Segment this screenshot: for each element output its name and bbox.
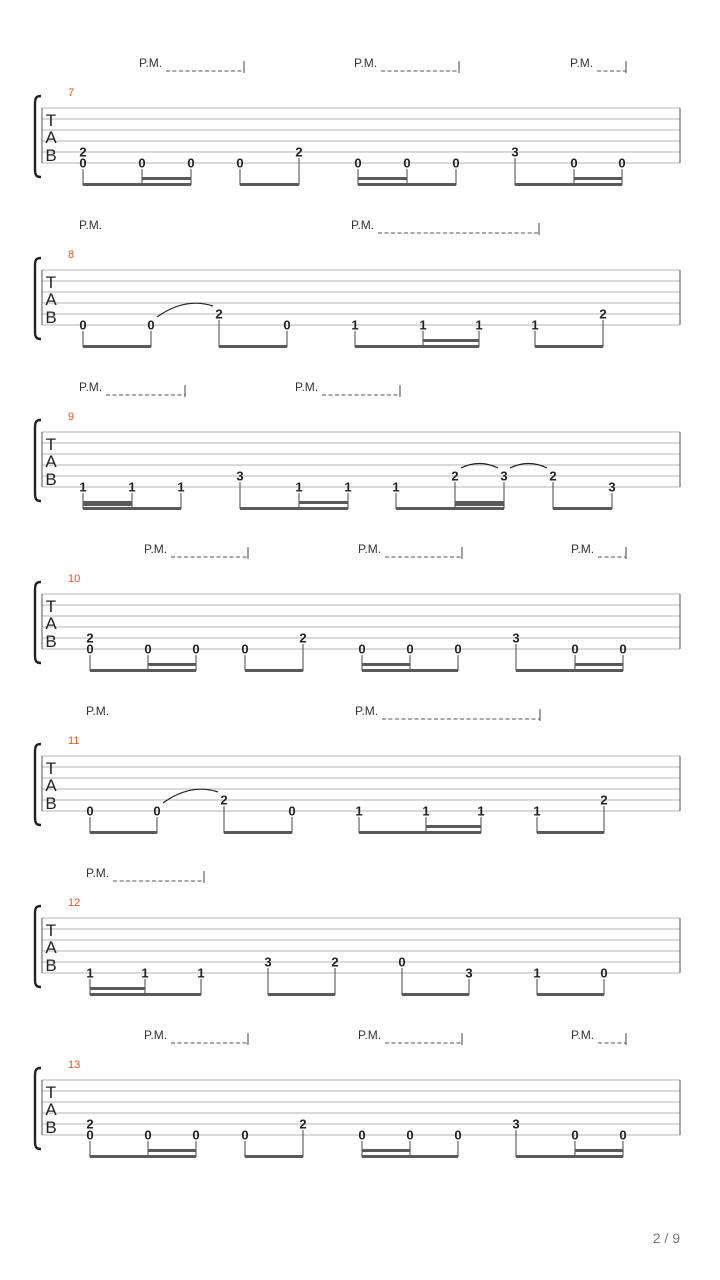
fret-number: 0: [358, 1127, 366, 1143]
beam: [240, 183, 299, 186]
system-bracket: [35, 744, 41, 825]
sub-beam: [362, 663, 410, 666]
sub-beam: [83, 504, 132, 506]
fret-number: 1: [295, 479, 303, 495]
tab-system-7: [35, 56, 680, 186]
fret-number: 0: [147, 317, 155, 333]
measure-number: 8: [68, 249, 75, 261]
beam: [553, 507, 612, 510]
palm-mute-label: P.M.: [358, 1028, 382, 1042]
beam: [515, 183, 622, 186]
sub-beam: [423, 339, 479, 342]
fret-number: 2: [79, 144, 87, 160]
fret-number: 0: [86, 1127, 94, 1143]
fret-number: 1: [351, 317, 359, 333]
fret-number: 0: [241, 641, 249, 657]
beam: [83, 183, 191, 186]
beam: [224, 831, 292, 834]
tab-letter-b: B: [45, 308, 57, 327]
fret-number: 0: [187, 155, 195, 171]
beam: [537, 831, 604, 834]
fret-number: 2: [451, 468, 459, 484]
tab-letter-t: T: [45, 111, 57, 130]
beam: [83, 345, 151, 348]
measure-number: 10: [68, 573, 81, 585]
fret-number: 0: [241, 1127, 249, 1143]
palm-mute-label: P.M.: [351, 218, 375, 232]
tie-arc: [510, 464, 547, 469]
fret-number: 1: [355, 803, 363, 819]
fret-number: 0: [454, 1127, 462, 1143]
beam: [359, 831, 481, 834]
beam: [240, 507, 348, 510]
sub-beam: [299, 501, 348, 504]
beam: [90, 831, 157, 834]
page-number: 2 / 9: [652, 1230, 680, 1246]
tab-system-13: [35, 1028, 680, 1158]
fret-number: 0: [144, 1127, 152, 1143]
tab-letter-a: A: [45, 938, 57, 957]
beam: [402, 993, 469, 996]
fret-number: 0: [79, 155, 87, 171]
fret-number: 3: [608, 479, 616, 495]
sub-beam: [83, 501, 132, 504]
tab-system-9: [35, 380, 680, 510]
fret-number: 1: [531, 317, 539, 333]
fret-number: 1: [79, 479, 87, 495]
tab-letter-t: T: [45, 1083, 57, 1102]
tie-arc: [157, 303, 213, 317]
fret-number: 2: [215, 306, 223, 322]
tab-letter-b: B: [45, 632, 57, 651]
fret-number: 1: [533, 965, 541, 981]
fret-number: 2: [220, 792, 228, 808]
system-bracket: [35, 1068, 41, 1149]
palm-mute-label: P.M.: [355, 704, 379, 718]
tab-letter-a: A: [45, 1100, 57, 1119]
fret-number: 1: [419, 317, 427, 333]
tab-letter-a: A: [45, 452, 57, 471]
tab-system-11: [35, 704, 680, 834]
fret-number: 0: [192, 641, 200, 657]
beam: [358, 183, 456, 186]
fret-number: 1: [128, 479, 136, 495]
fret-number: 2: [295, 144, 303, 160]
palm-mute-label: P.M.: [570, 56, 594, 70]
measure-number: 9: [68, 411, 75, 423]
fret-number: 3: [512, 1116, 520, 1132]
tab-system-10: [35, 542, 680, 672]
system-bracket: [35, 96, 41, 177]
fret-number: 0: [358, 641, 366, 657]
fret-number: 0: [144, 641, 152, 657]
sub-beam: [575, 663, 623, 666]
system-bracket: [35, 906, 41, 987]
tab-letter-a: A: [45, 776, 57, 795]
fret-number: 3: [465, 965, 473, 981]
fret-number: 1: [86, 965, 94, 981]
fret-number: 0: [138, 155, 146, 171]
fret-number: 3: [512, 630, 520, 646]
tab-letter-t: T: [45, 435, 57, 454]
palm-mute-label: P.M.: [144, 542, 168, 556]
palm-mute-label: P.M.: [144, 1028, 168, 1042]
fret-number: 0: [79, 317, 87, 333]
tie-arc: [163, 789, 218, 803]
beam: [516, 1155, 623, 1158]
fret-number: 1: [141, 965, 149, 981]
fret-number: 1: [344, 479, 352, 495]
beam: [90, 669, 196, 672]
measure-number: 11: [68, 735, 80, 747]
palm-mute-label: P.M.: [571, 542, 595, 556]
fret-number: 0: [153, 803, 161, 819]
measure-number: 7: [68, 87, 75, 99]
system-bracket: [35, 420, 41, 501]
sub-beam: [148, 663, 196, 666]
beam: [219, 345, 287, 348]
beam: [245, 1155, 303, 1158]
sub-beam: [362, 1149, 410, 1152]
system-bracket: [35, 582, 41, 663]
fret-number: 1: [533, 803, 541, 819]
fret-number: 2: [331, 954, 339, 970]
tab-system-8: [35, 218, 680, 348]
fret-number: 0: [403, 155, 411, 171]
palm-mute-label: P.M.: [571, 1028, 595, 1042]
fret-number: 1: [475, 317, 483, 333]
palm-mute-label: P.M.: [358, 542, 382, 556]
measure-number: 13: [68, 1059, 81, 1071]
fret-number: 3: [264, 954, 272, 970]
fret-number: 2: [86, 1116, 94, 1132]
fret-number: 2: [599, 306, 607, 322]
tab-letter-a: A: [45, 290, 57, 309]
sub-beam: [358, 177, 407, 180]
beam: [90, 993, 201, 996]
beam: [268, 993, 335, 996]
fret-number: 1: [422, 803, 430, 819]
sub-beam: [148, 1149, 196, 1152]
tab-letter-a: A: [45, 614, 57, 633]
fret-number: 0: [86, 803, 94, 819]
palm-mute-label: P.M.: [354, 56, 378, 70]
palm-mute-label: P.M.: [139, 56, 163, 70]
fret-number: 0: [619, 1127, 627, 1143]
tab-letter-b: B: [45, 794, 57, 813]
fret-number: 0: [571, 641, 579, 657]
fret-number: 3: [236, 468, 244, 484]
beam: [535, 345, 603, 348]
fret-number: 1: [197, 965, 205, 981]
tab-letter-t: T: [45, 759, 57, 778]
palm-mute-label: P.M.: [79, 380, 103, 394]
palm-mute-label: P.M.: [86, 704, 110, 718]
fret-number: 0: [398, 954, 406, 970]
fret-number: 0: [283, 317, 291, 333]
beam: [396, 507, 504, 510]
fret-number: 2: [299, 1116, 307, 1132]
fret-number: 0: [618, 155, 626, 171]
sub-beam: [455, 504, 504, 506]
sub-beam: [455, 501, 504, 504]
fret-number: 0: [571, 1127, 579, 1143]
tab-letter-b: B: [45, 956, 57, 975]
fret-number: 0: [406, 641, 414, 657]
beam: [537, 993, 604, 996]
fret-number: 0: [236, 155, 244, 171]
beam: [362, 1155, 458, 1158]
sub-beam: [575, 1149, 623, 1152]
fret-number: 1: [392, 479, 400, 495]
beam: [245, 669, 303, 672]
tab-letter-t: T: [45, 921, 57, 940]
system-bracket: [35, 258, 41, 339]
fret-number: 0: [192, 1127, 200, 1143]
fret-number: 0: [406, 1127, 414, 1143]
palm-mute-label: P.M.: [86, 866, 110, 880]
fret-number: 0: [86, 641, 94, 657]
fret-number: 2: [299, 630, 307, 646]
palm-mute-label: P.M.: [295, 380, 319, 394]
sub-beam: [90, 987, 145, 990]
fret-number: 0: [452, 155, 460, 171]
fret-number: 0: [600, 965, 608, 981]
fret-number: 0: [454, 641, 462, 657]
sub-beam: [426, 825, 481, 828]
fret-number: 0: [354, 155, 362, 171]
beam: [90, 1155, 196, 1158]
tab-letter-b: B: [45, 470, 57, 489]
fret-number: 2: [600, 792, 608, 808]
fret-number: 0: [619, 641, 627, 657]
palm-mute-label: P.M.: [79, 218, 103, 232]
tab-letter-t: T: [45, 273, 57, 292]
fret-number: 1: [177, 479, 185, 495]
fret-number: 3: [500, 468, 508, 484]
beam: [83, 507, 181, 510]
fret-number: 1: [477, 803, 485, 819]
beam: [355, 345, 479, 348]
sub-beam: [574, 177, 622, 180]
beam: [362, 669, 458, 672]
tab-letter-b: B: [45, 146, 57, 165]
fret-number: 2: [86, 630, 94, 646]
tab-letter-b: B: [45, 1118, 57, 1137]
tab-letter-t: T: [45, 597, 57, 616]
sub-beam: [142, 177, 191, 180]
fret-number: 3: [511, 144, 519, 160]
tab-system-12: [35, 866, 680, 996]
fret-number: 0: [570, 155, 578, 171]
fret-number: 2: [549, 468, 557, 484]
beam: [516, 669, 623, 672]
tab-letter-a: A: [45, 128, 57, 147]
measure-number: 12: [68, 897, 81, 909]
fret-number: 0: [288, 803, 296, 819]
tie-arc: [461, 464, 498, 469]
